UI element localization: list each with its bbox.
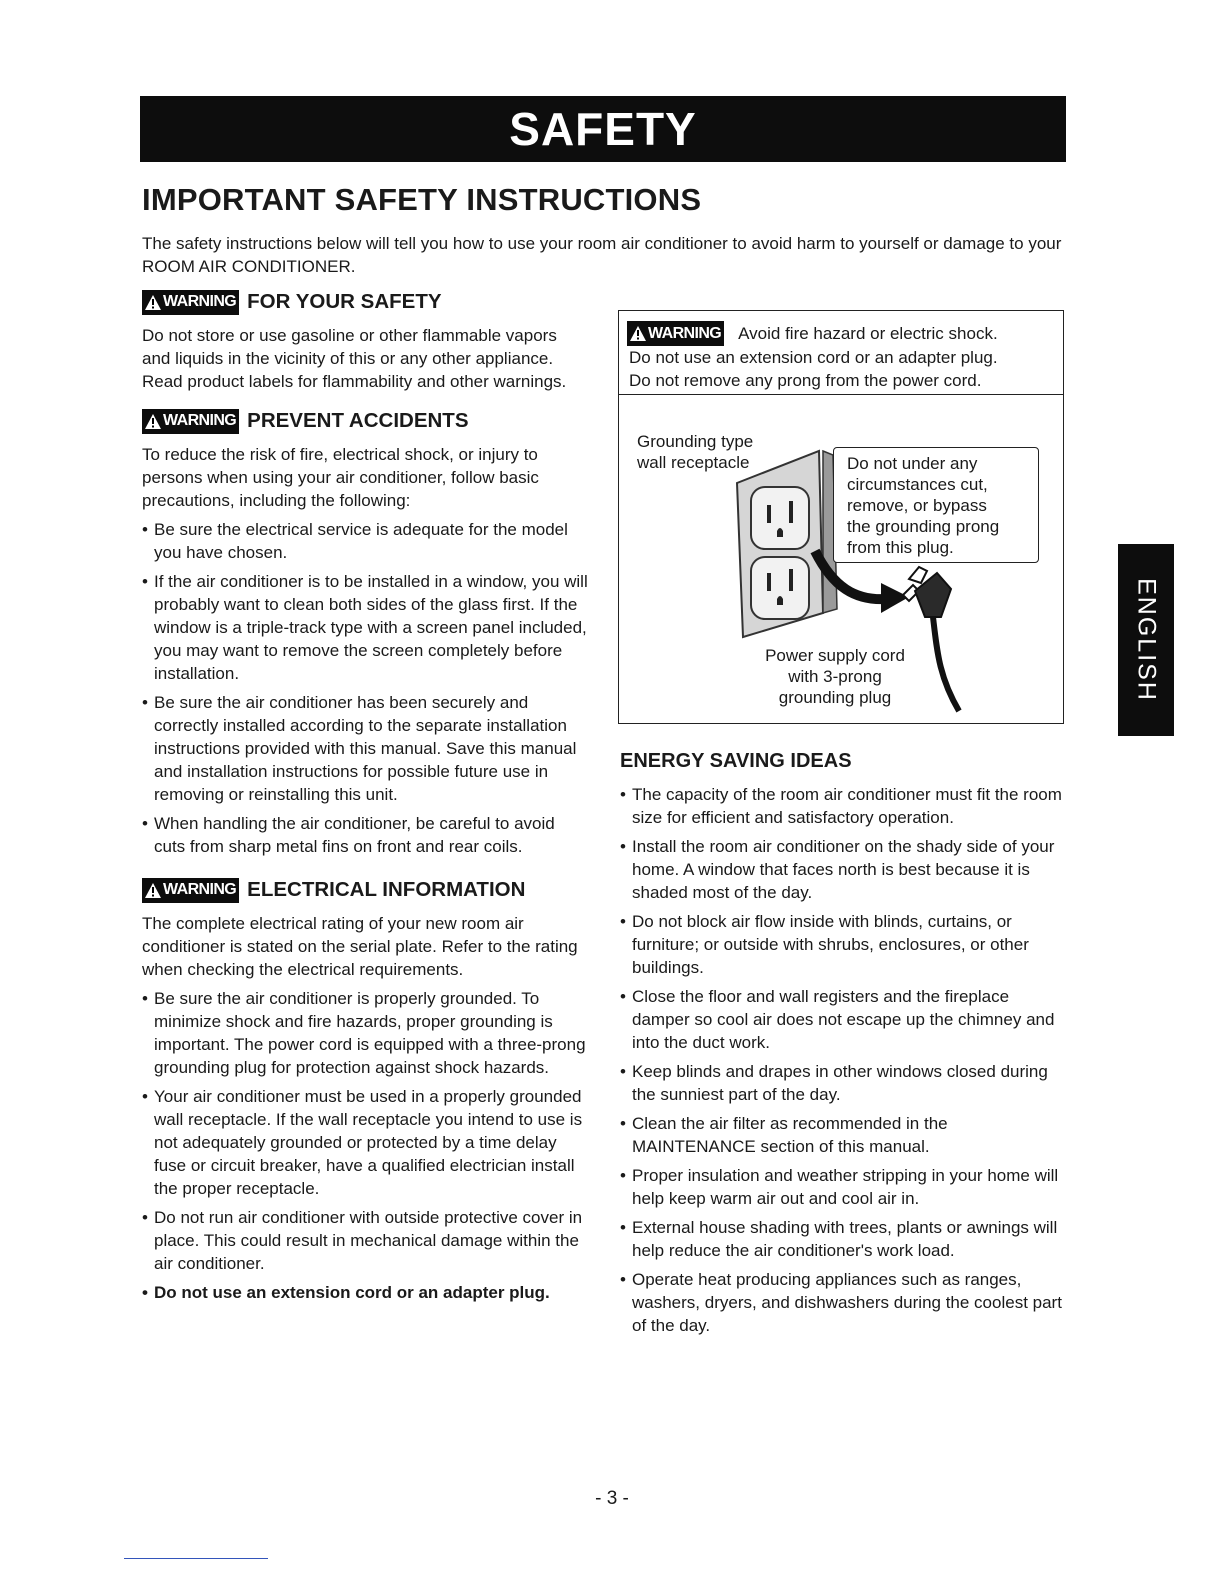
energy-saving-heading: ENERGY SAVING IDEAS: [620, 750, 852, 772]
power-cord: [933, 617, 959, 711]
list-item: • External house shading with trees, plants or awnings will help reduce the air conditioner's work load.: [620, 1216, 1064, 1262]
warning-badge: [142, 878, 239, 903]
language-tab-label: ENGLISH: [1132, 578, 1161, 702]
footer-rule: [124, 1558, 268, 1559]
warning-box: [618, 310, 1064, 724]
list-item: • Your air conditioner must be used in a properly grounded wall receptacle. If the wall receptacle you intend to use is not adequately grounded or protected by a time delay fuse or circuit breaker, have a qualified electrician install the proper receptacle.: [142, 1085, 588, 1200]
list-item: • Close the floor and wall registers and the fireplace damper so cool air does not escape up the chimney and into the duct work.: [620, 985, 1064, 1054]
warning-badge: [142, 409, 239, 434]
warning-badge: [142, 290, 239, 315]
power-cord-label: [755, 645, 915, 708]
section-heading-text: FOR YOUR SAFETY: [247, 290, 442, 313]
cord-label-line: Power supply cord: [765, 646, 905, 665]
receptacle-label-line: Grounding type: [637, 432, 754, 451]
right-column: [618, 310, 1064, 1343]
warning-box-line1: Avoid fire hazard or electric shock.: [738, 324, 998, 343]
list-item: • Be sure the air conditioner has been securely and correctly installed according to the separate installation instructions provided with this manual. Save this manual and installation instructions for possible future use in removing or reinstalling this unit.: [142, 691, 588, 806]
callout-line: remove, or bypass: [847, 496, 987, 515]
list-item: • Do not block air flow inside with blinds, curtains, or furniture; or outside with shrubs, enclosures, or other buildings.: [620, 910, 1064, 979]
warning-box-line2: Do not use an extension cord or an adapter plug.: [629, 348, 998, 367]
list-item: • Operate heat producing appliances such as ranges, washers, dryers, and dishwashers during the coolest part of the day.: [620, 1268, 1064, 1337]
electrical-list: [142, 987, 588, 1304]
prevent-accidents-heading: [142, 407, 588, 435]
warning-triangle-icon: [144, 294, 162, 311]
list-item: • The capacity of the room air conditioner must fit the room size for efficient and satisfactory operation.: [620, 783, 1064, 829]
list-item: • Keep blinds and drapes in other windows closed during the sunniest part of the day.: [620, 1060, 1064, 1106]
flammable-warning-text: Do not store or use gasoline or other flammable vapors and liquids in the vicinity of this or any other appliance. Read product labels for flammability and other warnings.: [142, 326, 567, 391]
intro-text: The safety instructions below will tell you how to use your room air conditioner to avoid harm to yourself or damage to your ROOM AIR CONDITIONER.: [142, 234, 1062, 276]
list-item: • Do not run air conditioner with outside protective cover in place. This could result in mechanical damage within the air conditioner.: [142, 1206, 588, 1275]
warning-box-line3: Do not remove any prong from the power cord.: [629, 371, 982, 390]
prevent-accidents-text: To reduce the risk of fire, electrical shock, or injury to persons when using your air conditioner, follow basic precautions, including the following:: [142, 445, 539, 510]
warning-box-line: [627, 321, 1053, 346]
callout-line: the grounding prong: [847, 517, 1000, 536]
warning-badge-label: WARNING: [163, 293, 237, 310]
electrical-information-heading: [142, 876, 588, 904]
warning-badge: [627, 321, 724, 346]
prevent-accidents-list: [142, 518, 588, 858]
grounding-prong-callout: [833, 447, 1039, 563]
callout-line: from this plug.: [847, 538, 954, 557]
electrical-text: The complete electrical rating of your new room air conditioner is stated on the serial plate. Refer to the rating when checking the electrical requirements.: [142, 914, 578, 979]
safety-banner: SAFETY: [140, 96, 1066, 162]
left-column: [142, 288, 588, 1310]
list-item: • When handling the air conditioner, be careful to avoid cuts from sharp metal fins on front and rear coils.: [142, 812, 588, 858]
section-heading-text: ELECTRICAL INFORMATION: [247, 878, 526, 901]
callout-line: Do not under any: [847, 454, 978, 473]
warning-triangle-icon: [629, 325, 647, 342]
cord-label-line: grounding plug: [778, 688, 892, 707]
plug-prong: [909, 567, 927, 583]
warning-triangle-icon: [144, 413, 162, 430]
warning-box-header: [619, 311, 1063, 395]
language-tab: [1118, 544, 1174, 736]
warning-badge-label: WARNING: [648, 325, 722, 342]
list-item-bold: • Do not use an extension cord or an adapter plug.: [142, 1281, 588, 1304]
lower-socket: [751, 557, 809, 619]
callout-line: circumstances cut,: [847, 475, 988, 494]
list-item: • Be sure the air conditioner is properly grounded. To minimize shock and fire hazards, proper grounding is important. The power cord is equipped with a three-prong grounding plug for protection against shock hazards.: [142, 987, 588, 1079]
list-item: • Install the room air conditioner on the shady side of your home. A window that faces north is best because it is shaded most of the day.: [620, 835, 1064, 904]
cord-label-line: with 3-prong: [788, 667, 882, 686]
page-number: - 3 -: [595, 1488, 629, 1509]
warning-badge-label: WARNING: [163, 881, 237, 898]
warning-badge-label: WARNING: [163, 412, 237, 429]
grounding-plug-figure: [619, 411, 1063, 723]
upper-socket: [751, 487, 809, 549]
receptacle-label-line: wall receptacle: [637, 453, 750, 472]
list-item: • Be sure the electrical service is adequate for the model you have chosen.: [142, 518, 588, 564]
for-your-safety-heading: [142, 288, 588, 316]
list-item: • Clean the air filter as recommended in the MAINTENANCE section of this manual.: [620, 1112, 1064, 1158]
warning-triangle-icon: [144, 882, 162, 899]
section-heading-text: PREVENT ACCIDENTS: [247, 409, 469, 432]
list-item: • If the air conditioner is to be installed in a window, you will probably want to clean both sides of the glass first. If the window is a triple-track type with a screen panel included, you may want to remove the screen completely before installation.: [142, 570, 588, 685]
page-title: IMPORTANT SAFETY INSTRUCTIONS: [142, 182, 702, 217]
list-item: • Proper insulation and weather stripping in your home will help keep warm air out and cool air in.: [620, 1164, 1064, 1210]
energy-saving-list: [620, 783, 1064, 1337]
